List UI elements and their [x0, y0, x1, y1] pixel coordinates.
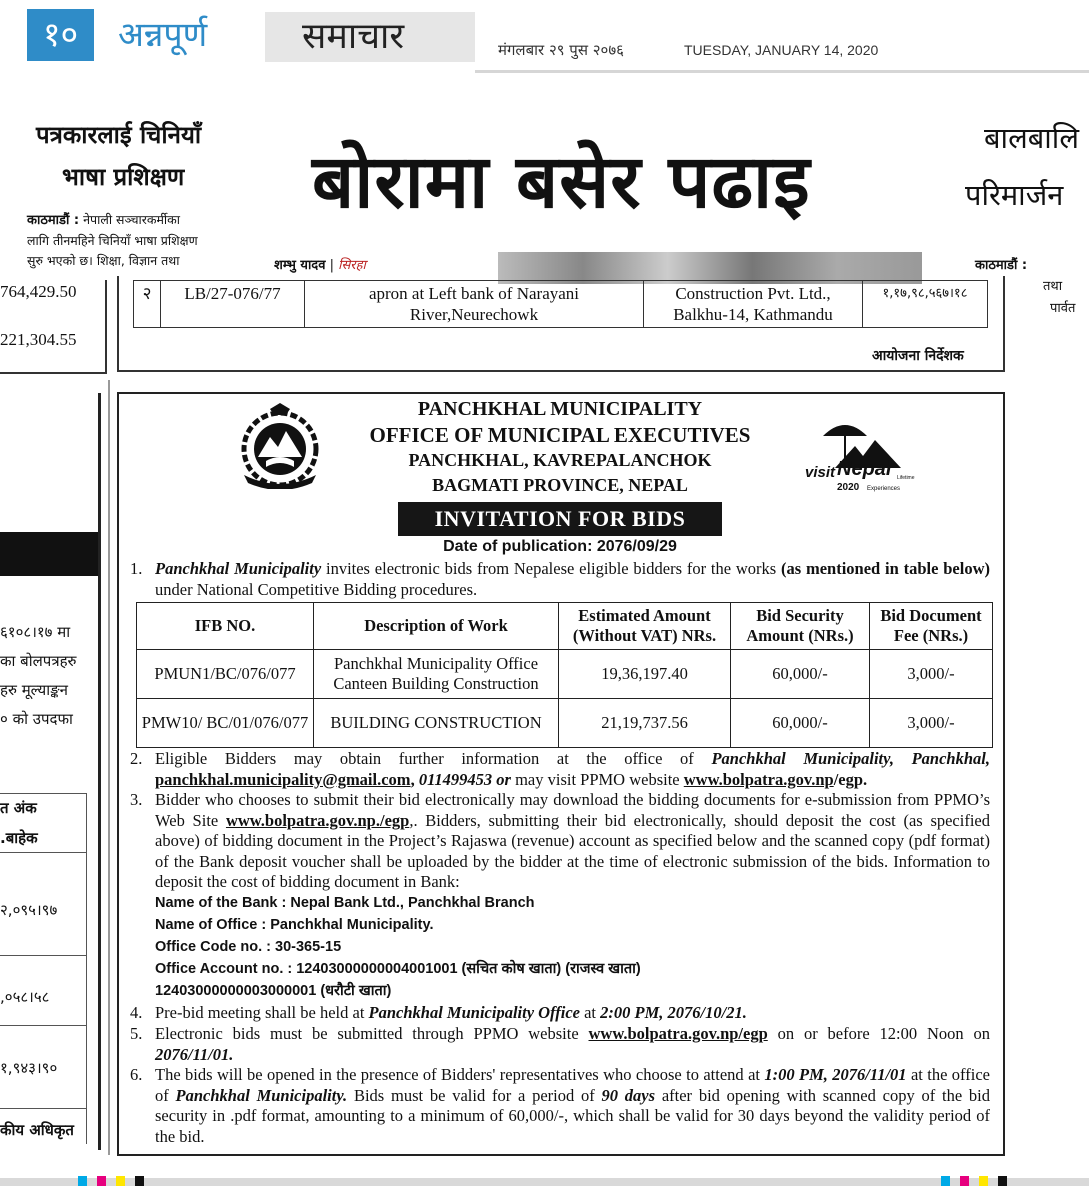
clause-3	[130, 790, 990, 893]
clause-5-a: Electronic bids must be submitted through PPMO website	[155, 1024, 589, 1043]
bank-name: Name of the Bank : Nepal Bank Ltd., Panchkhal Branch	[155, 895, 535, 911]
prev-contractor: Construction Pvt. Ltd., Balkhu-14, Kathmandu	[644, 281, 863, 328]
clause-6-e: Bids must be valid for a period of	[347, 1085, 602, 1105]
yellow-mark	[979, 1176, 988, 1186]
prev-amount: १,१७,९८,५६७।१८	[863, 281, 988, 328]
left-fragment-3: हरु मूल्याङ्कन	[0, 681, 68, 699]
center-headline: बोरामा बसेर पढाइ	[312, 139, 811, 225]
clause-number: 1.	[130, 559, 143, 578]
clause-3-a: Bidder who chooses to submit their bid electronically may download the bidding documents for e-submission from PPMO’s Web Site	[155, 790, 990, 830]
cell-ifb: PMW10/ BC/01/076/077	[137, 699, 314, 748]
header-doc-fee: Bid Document Fee (NRs.)	[870, 603, 993, 650]
prev-sn: २	[134, 281, 161, 328]
org-office: OFFICE OF MUNICIPAL EXECUTIVES	[369, 423, 751, 447]
table-row	[137, 699, 993, 748]
yellow-mark	[116, 1176, 125, 1186]
left-fragment-divider	[0, 955, 86, 956]
left-column-black-bar	[0, 532, 98, 576]
clause-2-b: Panchkhal Municipality, Panchkhal,	[711, 749, 990, 768]
header-estimate: Estimated Amount (Without VAT) NRs.	[559, 603, 731, 650]
clause-1-b: invites electronic bids from Nepalese eligible bidders for the works	[321, 559, 781, 578]
office-code: Office Code no. : 30-365-15	[155, 939, 342, 955]
left-fragment-2: का बोलपत्रहरु	[0, 652, 77, 670]
clause-number: 5.	[130, 1024, 143, 1043]
right-headline-1: बालबालि	[984, 121, 1079, 155]
right-text-1: तथा	[1043, 279, 1063, 294]
left-dateline: काठमाडौं :	[27, 213, 80, 228]
table-row	[137, 650, 993, 699]
left-fragment-4: ० को उपदफा	[0, 710, 73, 728]
clause-5	[130, 1024, 990, 1065]
clause-6-a: The bids will be opened in the presence of Bidders' representatives who choose to attend at	[155, 1065, 765, 1084]
visit-tagline-1: Lifetime	[897, 475, 915, 481]
column-rule	[108, 380, 110, 1155]
previous-notice-table	[133, 280, 988, 328]
byline-place: सिरहा	[338, 258, 366, 273]
ppmo-egp-link[interactable]: www.bolpatra.gov.np./egp	[225, 810, 410, 830]
clause-6-c: at the office of	[155, 1065, 990, 1105]
clause-2-f: may visit PPMO website	[510, 769, 684, 789]
org-province: BAGMATI PROVINCE, NEPAL	[432, 475, 688, 495]
left-article-body	[27, 210, 242, 271]
left-body-2: लागि तीनमहिने चिनियाँ भाषा प्रशिक्षण	[27, 233, 198, 248]
contact-email-link[interactable]: panchkhal.municipality@gmail.com	[155, 769, 411, 789]
left-fragment-1: ६१०८।१७ मा	[0, 623, 71, 641]
cyan-mark	[941, 1176, 950, 1186]
clause-number: 2.	[130, 749, 143, 768]
right-dateline: काठमाडौं :	[975, 258, 1028, 273]
date-nepali: मंगलबार २९ पुस २०७६	[498, 41, 624, 59]
clause-4-a: Pre-bid meeting shall be held at	[155, 1003, 369, 1022]
black-mark	[998, 1176, 1007, 1186]
org-name: PANCHKHAL MUNICIPALITY	[417, 398, 703, 420]
cell-bid-security: 60,000/-	[731, 650, 870, 699]
left-fragment-value-3: १,९४३।९०	[0, 1059, 58, 1077]
left-fragment-divider	[0, 852, 86, 853]
left-body-3: सुरु भएको छ। शिक्षा, विज्ञान तथा	[27, 253, 180, 268]
clause-2-d: ,	[410, 769, 419, 789]
page-number: १०	[27, 9, 94, 61]
magenta-mark	[960, 1176, 969, 1186]
clause-4-b: Panchkhal Municipality Office	[368, 1003, 580, 1022]
left-fragment-footer: कीय अधिकृत	[0, 1121, 74, 1139]
clause-6-b: 1:00 PM, 2076/11/01	[764, 1065, 907, 1084]
header-ifb: IFB NO.	[137, 603, 314, 650]
office-account: Office Account no. : 12403000000004001001 (सचित कोष खाता) (राजस्व खाता)	[155, 961, 641, 977]
deposit-account: 12403000000003000001 (धरौटी खाता)	[155, 983, 392, 999]
clause-2	[130, 749, 990, 790]
header-bid-security: Bid Security Amount (NRs.)	[731, 603, 870, 650]
cell-doc-fee: 3,000/-	[870, 699, 993, 748]
left-number-2: 221,304.55	[0, 330, 77, 349]
clause-6-d: Panchkhal Municipality.	[175, 1085, 348, 1105]
clause-1-d: under National Competitive Bidding procedures.	[155, 579, 478, 599]
office-name: Name of Office : Panchkhal Municipality.	[155, 917, 434, 933]
left-fragment-head-1: त अंक	[0, 799, 37, 817]
left-headline-1: पत्रकारलाई चिनियाँ	[36, 121, 202, 149]
clause-1-c: (as mentioned in table below)	[781, 559, 991, 578]
left-headline-2: भाषा प्रशिक्षण	[62, 163, 185, 191]
cell-description: Panchkhal Municipality Office Canteen Building Construction	[314, 650, 559, 699]
clause-2-a: Eligible Bidders may obtain further information at the office of	[155, 749, 712, 768]
clause-2-h: /egp.	[833, 769, 868, 789]
previous-notice-signatory: आयोजना निर्देशक	[872, 348, 964, 364]
clause-4	[130, 1003, 990, 1024]
magenta-mark	[97, 1176, 106, 1186]
print-bar	[0, 1178, 1089, 1186]
byline: शम्भु यादव | सिरहा	[274, 258, 366, 273]
date-english: TUESDAY, JANUARY 14, 2020	[684, 42, 879, 58]
ppmo-submit-link[interactable]: www.bolpatra.gov.np/egp	[588, 1024, 768, 1043]
clause-4-c: at	[579, 1003, 601, 1022]
left-fragment-value-1: २,०९५।९७	[0, 901, 58, 919]
left-body-1: नेपाली सञ्चारकर्मीका	[79, 212, 181, 227]
cyan-mark	[78, 1176, 87, 1186]
org-address: PANCHKHAL, KAVREPALANCHOK	[408, 450, 712, 470]
ppmo-website-link[interactable]: www.bolpatra.gov.np	[683, 769, 834, 789]
left-number-1: 764,429.50	[0, 282, 77, 301]
prev-ifb: LB/27-076/77	[161, 281, 305, 328]
clause-2-e: 011499453 or	[418, 769, 511, 789]
bid-table	[136, 602, 993, 748]
header-rule	[475, 70, 1089, 73]
clause-6-g: after bid opening with scanned copy of the bid security in .pdf format, amounting to a minimum of 60,000/-, which shall be valid for 30 days beyond the validity period of the bid.	[155, 1085, 991, 1146]
section-name: समाचार	[302, 16, 405, 57]
table-row	[134, 281, 988, 328]
cell-description: BUILDING CONSTRUCTION	[314, 699, 559, 748]
clause-6	[130, 1065, 990, 1147]
clause-number: 3.	[130, 790, 143, 809]
clause-5-d: 2076/11/01.	[155, 1044, 234, 1064]
right-headline-2: परिमार्जन	[965, 178, 1064, 212]
visit-tagline-2: Experiences	[867, 486, 901, 492]
clause-5-c: on or before 12:00 Noon on	[767, 1024, 990, 1043]
visit-year: 2020	[837, 482, 860, 493]
cell-doc-fee: 3,000/-	[870, 650, 993, 699]
visit-nepal-logo	[805, 408, 915, 498]
right-text-2: पार्वत	[1050, 301, 1076, 316]
publication-date: Date of publication: 2076/09/29	[443, 538, 677, 555]
paper-name: अन्नपूर्ण	[118, 15, 208, 55]
clause-3-c: ,. Bidders, submitting their bid electronically, should deposit the cost (as specified above) of bidding document in the Project’s Rajaswa (revenue) account as specified below and the scanned copy (pdf format) of the Bank deposit voucher shall be uploaded by the bidder at the time of electronic submission of the bids. Information to deposit the cost of bidding document in Bank:	[155, 810, 990, 892]
byline-name: शम्भु यादव	[274, 258, 326, 273]
left-fragment-value-2: ,०५८।५८	[0, 988, 50, 1006]
left-fragment-head-2: .बाहेक	[0, 829, 38, 847]
cell-estimate: 21,19,737.56	[559, 699, 731, 748]
clause-number: 6.	[130, 1065, 143, 1084]
notice-title: INVITATION FOR BIDS	[398, 502, 722, 536]
clause-4-d: 2:00 PM, 2076/10/21.	[600, 1003, 747, 1022]
prev-description: apron at Left bank of Narayani River,Neurechowk	[305, 281, 644, 328]
black-mark	[135, 1176, 144, 1186]
nepal-word: Nepal	[837, 458, 892, 480]
clause-1-a: Panchkhal Municipality	[155, 559, 322, 578]
left-fragment-divider	[0, 1025, 86, 1026]
cell-estimate: 19,36,197.40	[559, 650, 731, 699]
clause-1	[130, 559, 990, 600]
clause-number: 4.	[130, 1003, 143, 1022]
clause-6-f: 90 days	[601, 1085, 656, 1105]
cell-bid-security: 60,000/-	[731, 699, 870, 748]
cell-ifb: PMUN1/BC/076/077	[137, 650, 314, 699]
visit-word: visit	[805, 464, 836, 481]
visit-nepal-logo-icon	[805, 408, 915, 498]
table-header-row	[137, 603, 993, 650]
left-fragment-divider	[0, 1108, 86, 1109]
header-description: Description of Work	[314, 603, 559, 650]
